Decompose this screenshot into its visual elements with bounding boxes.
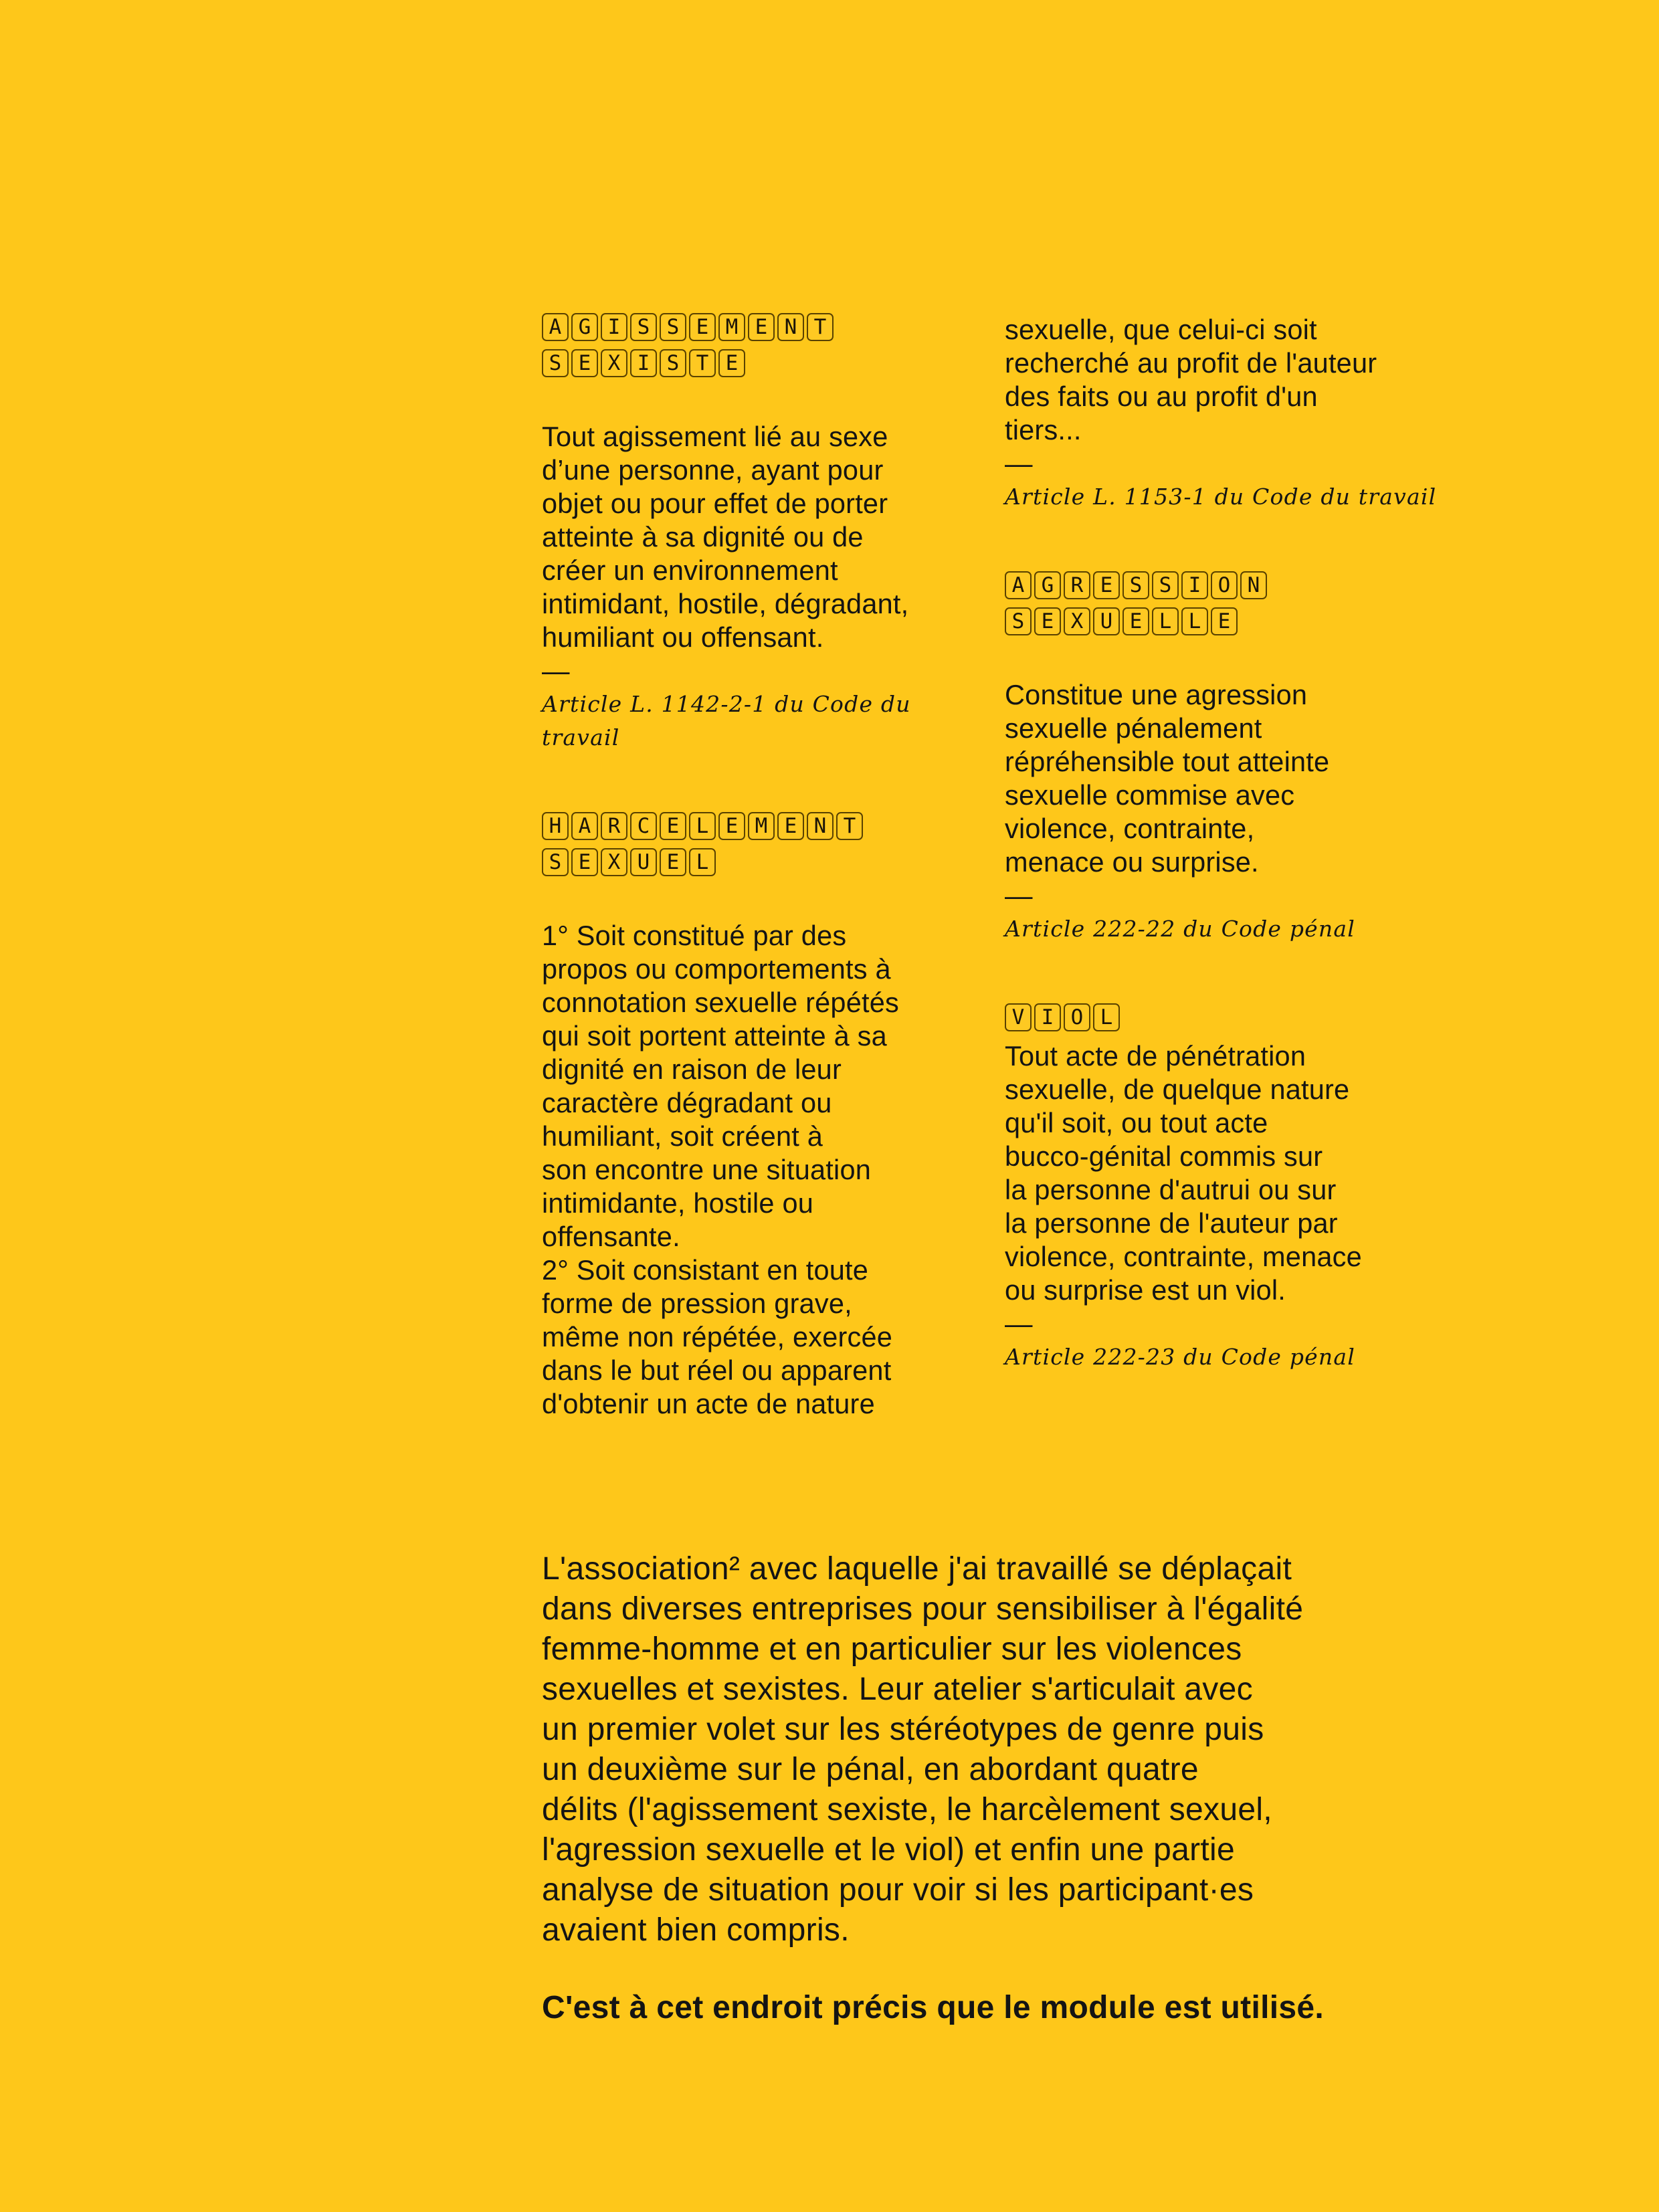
- right-column: [1005, 313, 1446, 1374]
- text-line: caractère dégradant ou: [542, 1087, 832, 1118]
- letter-tile: E: [571, 349, 598, 377]
- letter-tile: S: [542, 349, 569, 377]
- text-line: violence, contrainte, menace: [1005, 1241, 1362, 1272]
- letter-tile: U: [630, 848, 657, 876]
- text-line: Tout acte de pénétration: [1005, 1040, 1306, 1072]
- letter-tile: O: [1211, 571, 1238, 599]
- text-line: femme-homme et en particulier sur les violences: [542, 1631, 1242, 1667]
- text-line: Tout agissement lié au sexe: [542, 421, 888, 452]
- text-line: d’une personne, ayant pour: [542, 454, 884, 486]
- letter-tile: E: [571, 848, 598, 876]
- text-line: violence, contrainte,: [1005, 813, 1255, 844]
- letter-tile: L: [1093, 1003, 1120, 1031]
- letter-tile: E: [660, 848, 686, 876]
- letter-tile: S: [1123, 571, 1149, 599]
- text-line: des faits ou au profit d'un: [1005, 381, 1318, 412]
- letter-tile: G: [1034, 571, 1061, 599]
- letter-tile: G: [571, 313, 598, 341]
- text-line: Constitue une agression: [1005, 679, 1308, 710]
- text-line: connotation sexuelle répétés: [542, 987, 899, 1018]
- tile-heading-viol: [1005, 1003, 1446, 1039]
- letter-tile: X: [601, 848, 627, 876]
- text-line: 2° Soit consistant en toute: [542, 1254, 869, 1286]
- letter-tile: E: [748, 313, 775, 341]
- letter-tile: I: [1181, 571, 1208, 599]
- tile-heading-agissement-sexiste: [542, 313, 977, 385]
- tile-row: [542, 848, 977, 884]
- text-line: répréhensible tout atteinte: [1005, 746, 1330, 777]
- section-agissement-sexiste: [542, 313, 977, 755]
- letter-tile: L: [1181, 607, 1208, 635]
- letter-tile: M: [748, 812, 775, 840]
- letter-tile: E: [1211, 607, 1238, 635]
- text-line: humiliant, soit créent à: [542, 1120, 823, 1152]
- letter-tile: E: [660, 812, 686, 840]
- text-line: sexuelle, de quelque nature: [1005, 1074, 1350, 1105]
- letter-tile: S: [542, 848, 569, 876]
- definition-text: [542, 919, 977, 1421]
- text-line: tiers...: [1005, 414, 1082, 445]
- tile-row: [542, 349, 977, 385]
- text-line: humiliant ou offensant.: [542, 621, 824, 653]
- letter-tile: R: [1064, 571, 1090, 599]
- text-line: son encontre une situation: [542, 1154, 872, 1185]
- letter-tile: L: [689, 848, 716, 876]
- tile-row: [542, 812, 977, 848]
- legal-citation: Article L. 1142-2-1 du Code du travail: [542, 691, 911, 750]
- letter-tile: E: [1093, 571, 1120, 599]
- letter-tile: T: [836, 812, 863, 840]
- letter-tile: N: [807, 812, 834, 840]
- letter-tile: N: [777, 313, 804, 341]
- letter-tile: S: [1005, 607, 1032, 635]
- letter-tile: R: [601, 812, 627, 840]
- tile-heading-harcelement-sexuel: [542, 812, 977, 884]
- letter-tile: I: [601, 313, 627, 341]
- letter-tile: E: [1123, 607, 1149, 635]
- tile-row: [1005, 607, 1446, 643]
- text-line: offensante.: [542, 1221, 680, 1252]
- text-line: intimidante, hostile ou: [542, 1187, 814, 1219]
- em-dash: —: [1005, 880, 1033, 911]
- letter-tile: E: [777, 812, 804, 840]
- letter-tile: V: [1005, 1003, 1032, 1031]
- letter-tile: X: [601, 349, 627, 377]
- letter-tile: U: [1093, 607, 1120, 635]
- text-line: objet ou pour effet de porter: [542, 488, 888, 519]
- tile-row: [1005, 571, 1446, 607]
- text-line: dans diverses entreprises pour sensibiliser à l'égalité: [542, 1591, 1304, 1627]
- letter-tile: I: [630, 349, 657, 377]
- definition-text: [542, 420, 977, 654]
- text-line: l'agression sexuelle et le viol) et enfin une partie: [542, 1832, 1236, 1868]
- legal-citation: Article 222-23 du Code pénal: [1005, 1344, 1355, 1370]
- letter-tile: E: [689, 313, 716, 341]
- letter-tile: S: [660, 313, 686, 341]
- letter-tile: N: [1240, 571, 1267, 599]
- letter-tile: E: [718, 812, 745, 840]
- essay-paragraph: [542, 1549, 1465, 1950]
- definition-text: [1005, 313, 1446, 447]
- text-line: forme de pression grave,: [542, 1288, 852, 1319]
- letter-tile: M: [718, 313, 745, 341]
- text-line: bucco-génital commis sur: [1005, 1140, 1323, 1172]
- letter-tile: A: [571, 812, 598, 840]
- tile-row: [542, 313, 977, 349]
- letter-tile: L: [689, 812, 716, 840]
- text-line: la personne de l'auteur par: [1005, 1207, 1338, 1239]
- letter-tile: E: [718, 349, 745, 377]
- text-line: qui soit portent atteinte à sa: [542, 1020, 887, 1051]
- text-line: créer un environnement: [542, 555, 838, 586]
- em-dash: —: [1005, 447, 1033, 479]
- letter-tile: T: [689, 349, 716, 377]
- text-line: sexuelle pénalement: [1005, 712, 1262, 744]
- section-harcelement-sexuel: [542, 812, 977, 1421]
- letter-tile: T: [807, 313, 834, 341]
- section-viol: [1005, 1003, 1446, 1374]
- text-line: délits (l'agissement sexiste, le harcèlement sexuel,: [542, 1792, 1272, 1827]
- text-line: 1° Soit constitué par des: [542, 920, 847, 951]
- text-line: sexuelles et sexistes. Leur atelier s'articulait avec: [542, 1672, 1253, 1707]
- text-line: même non répétée, exercée: [542, 1321, 893, 1352]
- text-line: sexuelle, que celui-ci soit: [1005, 314, 1317, 345]
- letter-tile: E: [1034, 607, 1061, 635]
- text-line: ou surprise est un viol.: [1005, 1274, 1286, 1306]
- text-line: d'obtenir un acte de nature: [542, 1388, 875, 1419]
- em-dash: —: [542, 655, 570, 686]
- letter-tile: I: [1034, 1003, 1061, 1031]
- definition-text: [1005, 678, 1446, 879]
- text-line: la personne d'autrui ou sur: [1005, 1174, 1337, 1205]
- letter-tile: H: [542, 812, 569, 840]
- section-harcelement-continued: [1005, 313, 1446, 514]
- letter-tile: S: [630, 313, 657, 341]
- text-line: sexuelle commise avec: [1005, 779, 1295, 811]
- text-line: menace ou surprise.: [1005, 846, 1259, 878]
- letter-tile: A: [542, 313, 569, 341]
- definition-text: [1005, 1039, 1446, 1307]
- text-line: atteinte à sa dignité ou de: [542, 521, 864, 552]
- text-line: qu'il soit, ou tout acte: [1005, 1107, 1268, 1138]
- text-line: un deuxième sur le pénal, en abordant quatre: [542, 1752, 1199, 1787]
- letter-tile: X: [1064, 607, 1090, 635]
- text-line: avaient bien compris.: [542, 1912, 850, 1948]
- letter-tile: S: [660, 349, 686, 377]
- letter-tile: L: [1152, 607, 1179, 635]
- text-line: analyse de situation pour voir si les participant·es: [542, 1872, 1254, 1908]
- text-line: L'association² avec laquelle j'ai travaillé se déplaçait: [542, 1551, 1292, 1587]
- letter-tile: O: [1064, 1003, 1090, 1031]
- text-line: propos ou comportements à: [542, 953, 891, 985]
- legal-citation: Article 222-22 du Code pénal: [1005, 916, 1355, 942]
- text-line: recherché au profit de l'auteur: [1005, 347, 1377, 379]
- letter-tile: C: [630, 812, 657, 840]
- text-line: intimidant, hostile, dégradant,: [542, 588, 909, 619]
- em-dash: —: [1005, 1308, 1033, 1339]
- tile-row: [1005, 1003, 1446, 1039]
- text-line: dignité en raison de leur: [542, 1053, 842, 1085]
- letter-tile: S: [1152, 571, 1179, 599]
- tile-heading-agression-sexuelle: [1005, 571, 1446, 643]
- text-line: dans le but réel ou apparent: [542, 1354, 892, 1386]
- letter-tile: A: [1005, 571, 1032, 599]
- left-column: [542, 313, 977, 1421]
- essay-bold-statement: C'est à cet endroit précis que le module est utilisé.: [542, 1990, 1324, 2025]
- text-line: un premier volet sur les stéréotypes de genre puis: [542, 1712, 1264, 1747]
- section-agression-sexuelle: [1005, 571, 1446, 946]
- essay-section: [542, 1549, 1465, 2028]
- legal-citation: Article L. 1153-1 du Code du travail: [1005, 484, 1437, 510]
